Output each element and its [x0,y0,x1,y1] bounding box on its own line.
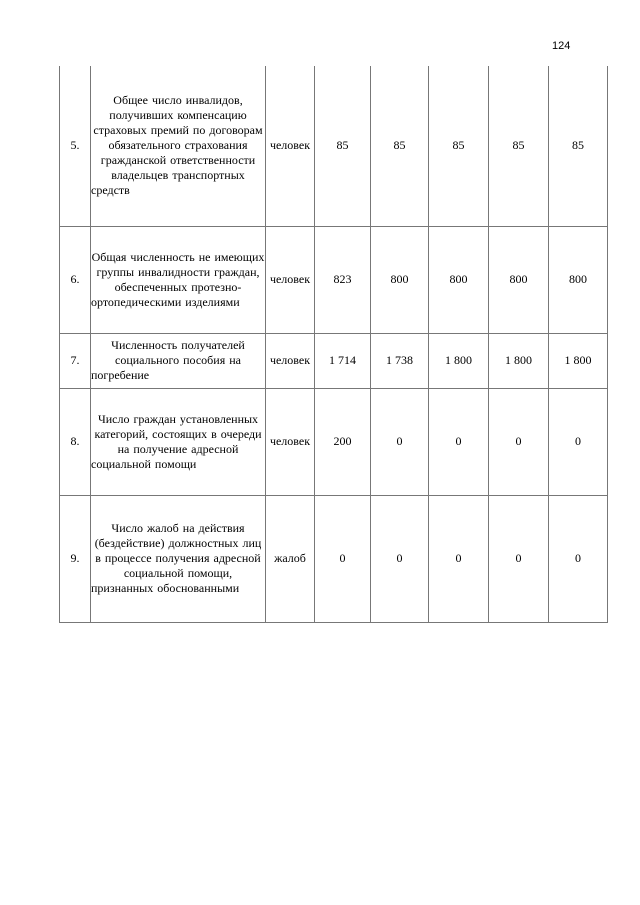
value-cell: 1 738 [371,333,429,388]
value-cell: 823 [315,226,371,333]
value-cell: 0 [549,495,608,622]
value-cell: 1 800 [489,333,549,388]
value-cell: 800 [429,226,489,333]
unit-cell: человек [266,388,315,495]
indicators-table [59,66,608,623]
table-row [60,495,608,622]
table-row [60,388,608,495]
table-row [60,66,608,226]
value-cell: 85 [315,66,371,226]
value-cell: 800 [489,226,549,333]
value-cell: 85 [371,66,429,226]
unit-cell: человек [266,66,315,226]
row-number: 9. [60,495,91,622]
row-number: 8. [60,388,91,495]
value-cell: 1 800 [549,333,608,388]
row-number: 5. [60,66,91,226]
value-cell: 0 [489,388,549,495]
row-number: 6. [60,226,91,333]
indicator-description: Численность получателей социального пособия на погребение [91,333,266,388]
value-cell: 85 [489,66,549,226]
table-row [60,333,608,388]
value-cell: 0 [489,495,549,622]
indicator-description: Общая численность не имеющих группы инвалидности граждан, обеспеченных протезно-ортопедическими изделиями [91,226,266,333]
value-cell: 85 [549,66,608,226]
value-cell: 0 [429,388,489,495]
unit-cell: жалоб [266,495,315,622]
indicator-description: Число граждан установленных категорий, состоящих в очереди на получение адресной социальной помощи [91,388,266,495]
value-cell: 1 800 [429,333,489,388]
value-cell: 0 [429,495,489,622]
value-cell: 800 [549,226,608,333]
value-cell: 200 [315,388,371,495]
value-cell: 85 [429,66,489,226]
value-cell: 1 714 [315,333,371,388]
unit-cell: человек [266,333,315,388]
value-cell: 0 [549,388,608,495]
unit-cell: человек [266,226,315,333]
table-row [60,226,608,333]
row-number: 7. [60,333,91,388]
value-cell: 800 [371,226,429,333]
value-cell: 0 [371,388,429,495]
value-cell: 0 [371,495,429,622]
value-cell: 0 [315,495,371,622]
indicator-description: Число жалоб на действия (бездействие) должностных лиц в процессе получения адресной социальной помощи, признанных обоснованными [91,495,266,622]
indicator-description: Общее число инвалидов, получивших компенсацию страховых премий по договорам обязательного страхования гражданской ответственности владельцев транспортных средств [91,66,266,226]
page-number: 124 [552,40,571,52]
